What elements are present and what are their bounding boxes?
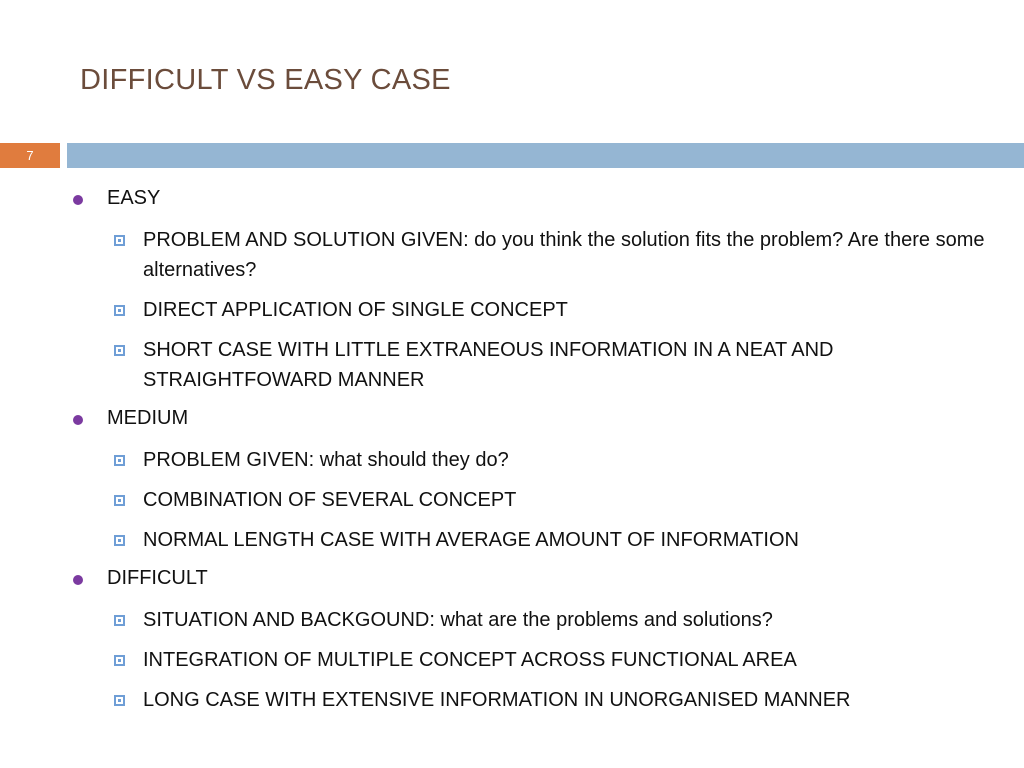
level2-bullet-icon xyxy=(114,695,125,706)
level2-bullet-icon xyxy=(114,305,125,316)
slide-number: 7 xyxy=(0,143,60,168)
list-item: INTEGRATION OF MULTIPLE CONCEPT ACROSS FUNCTIONAL AREA xyxy=(143,649,797,671)
level2-bullet-icon xyxy=(114,235,125,246)
level2-bullet-icon xyxy=(114,615,125,626)
level1-bullet-icon xyxy=(73,195,83,205)
slide-title: DIFFICULT VS EASY CASE xyxy=(80,64,451,96)
level1-bullet-icon xyxy=(73,575,83,585)
list-item: DIRECT APPLICATION OF SINGLE CONCEPT xyxy=(143,299,568,321)
list-item: SITUATION AND BACKGOUND: what are the problems and solutions? xyxy=(143,609,773,631)
level2-bullet-icon xyxy=(114,455,125,466)
section-label-medium: MEDIUM xyxy=(107,407,189,429)
level2-bullet-icon xyxy=(114,345,125,356)
level2-bullet-icon xyxy=(114,495,125,506)
section-label-difficult: DIFFICULT xyxy=(107,567,208,589)
level2-bullet-icon xyxy=(114,655,125,666)
level2-bullet-icon xyxy=(114,535,125,546)
list-item: COMBINATION OF SEVERAL CONCEPT xyxy=(143,489,517,511)
list-item: NORMAL LENGTH CASE WITH AVERAGE AMOUNT OF INFORMATION xyxy=(143,529,799,551)
list-item: LONG CASE WITH EXTENSIVE INFORMATION IN UNORGANISED MANNER xyxy=(143,689,851,711)
section-label-easy: EASY xyxy=(107,187,161,209)
list-item: PROBLEM AND SOLUTION GIVEN: do you think the solution fits the problem? Are there some alternatives? xyxy=(143,229,985,281)
level1-bullet-icon xyxy=(73,415,83,425)
list-item: PROBLEM GIVEN: what should they do? xyxy=(143,449,509,471)
list-item: SHORT CASE WITH LITTLE EXTRANEOUS INFORMATION IN A NEAT AND STRAIGHTFOWARD MANNER xyxy=(143,339,834,391)
